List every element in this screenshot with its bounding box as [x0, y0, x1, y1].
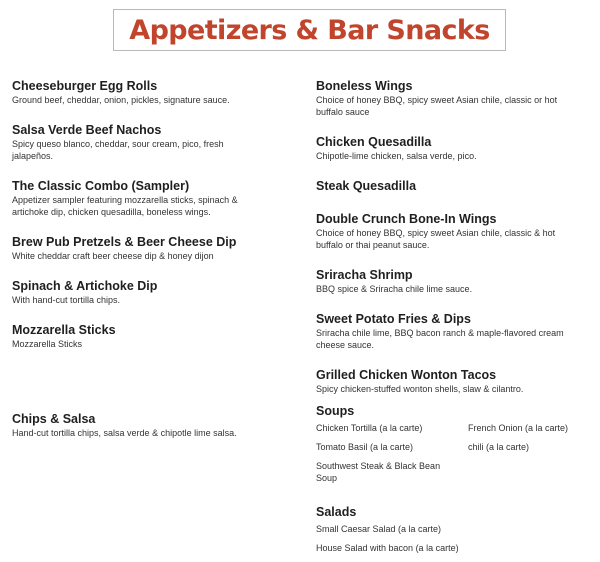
- menu-item-description: Choice of honey BBQ, spicy sweet Asian chile, classic or hot buffalo sauce: [316, 95, 558, 117]
- menu-item: [316, 79, 584, 118]
- menu-item: [316, 368, 584, 396]
- menu-item-name: Sriracha Shrimp: [316, 268, 413, 282]
- menu-item-name: Sweet Potato Fries & Dips: [316, 312, 471, 326]
- menu-item-name: Brew Pub Pretzels & Beer Cheese Dip: [12, 235, 237, 249]
- page-title-box: [113, 9, 506, 51]
- menu-item: [316, 268, 584, 296]
- menu-item-name: Salsa Verde Beef Nachos: [12, 123, 162, 137]
- menu-item: [12, 179, 284, 218]
- menu-item-description: Choice of honey BBQ, spicy sweet Asian chile, classic & hot buffalo or thai peanut sauce.: [316, 228, 556, 250]
- menu-item: [12, 279, 284, 307]
- menu-item-name: Double Crunch Bone-In Wings: [316, 212, 497, 226]
- menu-item-name: Mozzarella Sticks: [12, 323, 116, 337]
- soup-item: Tomato Basil (a la carte): [316, 442, 414, 452]
- menu-item-description: Mozzarella Sticks: [12, 339, 83, 349]
- menu-item-name: Steak Quesadilla: [316, 179, 417, 193]
- menu-item-description: Sriracha chile lime, BBQ bacon ranch & maple-flavored cream cheese sauce.: [316, 328, 564, 350]
- menu-item-description: Appetizer sampler featuring mozzarella sticks, spinach & artichoke dip, chicken quesadilla, boneless wings.: [12, 195, 238, 217]
- salad-item: Small Caesar Salad (a la carte): [316, 524, 442, 534]
- menu-item-description: Ground beef, cheddar, onion, pickles, signature sauce.: [12, 95, 230, 105]
- menu-item: [316, 179, 584, 195]
- page-title: Appetizers & Bar Snacks: [129, 14, 490, 46]
- menu-item: [12, 412, 284, 440]
- menu-item-description: Chipotle-lime chicken, salsa verde, pico.: [316, 151, 477, 161]
- menu-item-description: Hand-cut tortilla chips, salsa verde & chipotle lime salsa.: [12, 428, 237, 438]
- menu-item: [316, 135, 584, 163]
- menu-item-name: The Classic Combo (Sampler): [12, 179, 190, 193]
- salads-section: [316, 505, 584, 521]
- menu-item-name: Grilled Chicken Wonton Tacos: [316, 368, 497, 382]
- soups-section: [316, 404, 584, 420]
- menu-item-description: Spicy chicken-stuffed wonton shells, slaw & cilantro.: [316, 384, 524, 394]
- menu-item: [12, 123, 284, 162]
- menu-item-name: Cheeseburger Egg Rolls: [12, 79, 158, 93]
- menu-item-name: Boneless Wings: [316, 79, 413, 93]
- menu-item: [316, 212, 584, 251]
- salad-item: House Salad with bacon (a la carte): [316, 543, 459, 553]
- menu-item-name: Chips & Salsa: [12, 412, 96, 426]
- menu-item: [316, 312, 584, 351]
- menu-item-name: Spinach & Artichoke Dip: [12, 279, 158, 293]
- soup-item: French Onion (a la carte): [468, 423, 569, 433]
- soup-item: Chicken Tortilla (a la carte): [316, 423, 423, 433]
- menu-item: [12, 79, 284, 107]
- menu-item-description: Spicy queso blanco, cheddar, sour cream, pico, fresh jalapeños.: [12, 139, 224, 161]
- menu-item-name: Chicken Quesadilla: [316, 135, 432, 149]
- soup-item: Southwest Steak & Black Bean Soup: [316, 461, 441, 483]
- menu-item-description: With hand-cut tortilla chips.: [12, 295, 121, 305]
- menu-item-description: BBQ spice & Sriracha chile lime sauce.: [316, 284, 473, 294]
- menu-item-description: White cheddar craft beer cheese dip & honey dijon: [12, 251, 214, 261]
- soups-heading: Soups: [316, 404, 355, 418]
- salads-heading: Salads: [316, 505, 357, 519]
- soup-item: chili (a la carte): [468, 442, 530, 452]
- menu-item: [12, 235, 284, 263]
- menu-item: [12, 323, 284, 351]
